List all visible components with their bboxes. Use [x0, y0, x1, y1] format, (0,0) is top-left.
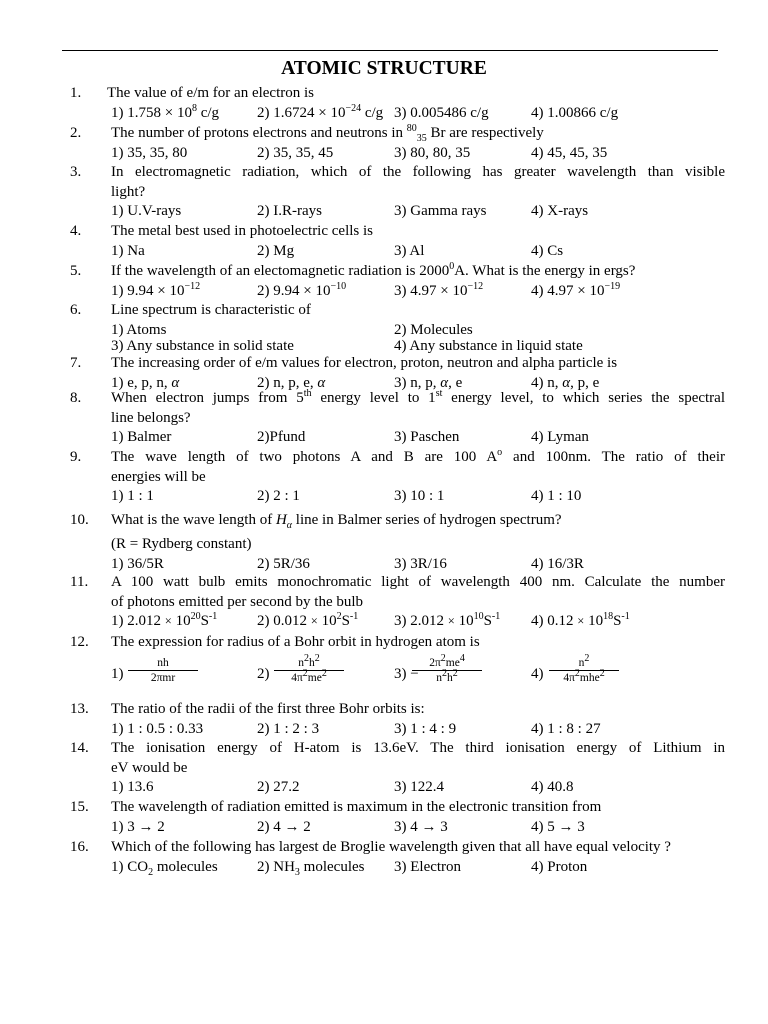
option-1: 1) Na	[111, 242, 145, 259]
option-4: 4) 1.00866 c/g	[531, 104, 619, 121]
question-text: energies will be	[111, 468, 206, 485]
option-3: 3) $2.012 \times 10^{10}S^{-1}$	[394, 611, 501, 629]
option-1: 1) $1.758 \times 10^8$ c/g	[111, 102, 220, 121]
option-2-label: 2)	[257, 665, 270, 682]
option-3: 3) 10 : 1	[394, 488, 445, 504]
question-number: 13.	[70, 701, 89, 717]
option-1: 1) $9.94 \times 10^{-12}$	[111, 280, 201, 299]
question-text: The ionisation energy of H-atom is 13.6eV. The third ionisation energy of Lithium in	[111, 740, 725, 756]
fraction-denominator: $4\pi^2mhe^2$	[563, 667, 605, 684]
question-text: of photons emitted per second by the bulb	[111, 593, 364, 610]
option-3: 3) Electron	[394, 858, 462, 875]
fraction-denominator: $4\pi^2me^2$	[291, 667, 327, 684]
option-4-label: 4)	[531, 665, 544, 682]
option-1: 1) 1 : 0.5 : 0.33	[111, 720, 204, 737]
question-number: 9.	[70, 449, 82, 465]
option-3: 3) Paschen	[394, 429, 460, 445]
option-4: 4) 5 → 3	[531, 818, 585, 835]
question-text: Line spectrum is characteristic of	[111, 302, 311, 318]
option-2: 2) $NH_3$ molecules	[257, 858, 365, 878]
option-1: 1) $CO_2$ molecules	[111, 858, 218, 878]
option-4: 4) 1 : 8 : 27	[531, 720, 601, 737]
option-2: 2) 35, 35, 45	[257, 144, 334, 161]
option-3: 3) Any substance in solid state	[111, 337, 294, 354]
question-number: 15.	[70, 799, 89, 815]
option-1: 1) $2.012 \times 10^{20}S^{-1}$	[111, 611, 218, 629]
option-1: 1) e, p, n, α	[111, 374, 180, 391]
question-text: The wavelength of radiation emitted is maximum in the electronic transition from	[111, 799, 602, 815]
option-4: 4) 16/3R	[531, 555, 584, 572]
option-4: 4) Any substance in liquid state	[394, 337, 583, 354]
option-2: 2) Mg	[257, 242, 295, 259]
option-2: 2) 5R/36	[257, 555, 310, 572]
option-2: 2) $9.94 \times 10^{-10}$	[257, 280, 347, 299]
question-text: light?	[111, 183, 146, 200]
option-1: 1) 1 : 1	[111, 488, 154, 504]
option-3: 3) 0.005486 c/g	[394, 104, 489, 121]
question-text: eV would be	[111, 759, 188, 776]
option-3: 3) 4 → 3	[394, 818, 448, 835]
option-2-fraction	[274, 652, 344, 685]
question-number: 2.	[70, 125, 82, 141]
question-text: (R = Rydberg constant)	[111, 536, 252, 552]
question-number: 4.	[70, 223, 82, 239]
option-2: 2) Molecules	[394, 321, 473, 338]
question-text: The value of e/m for an electron is	[107, 85, 314, 101]
option-2: 2) 1 : 2 : 3	[257, 720, 320, 737]
option-1: 1) Atoms	[111, 321, 167, 338]
option-1: 1) 36/5R	[111, 555, 164, 572]
option-4: 4) X-rays	[531, 203, 589, 219]
option-2: 2) 27.2	[257, 779, 300, 795]
question-text: The metal best used in photoelectric cells is	[111, 223, 374, 239]
option-4-fraction	[549, 652, 619, 685]
option-4: 4) Proton	[531, 858, 588, 875]
question-text: The wave length of two photons A and B are 100 $A^o$ and 100nm. The ratio of their	[111, 447, 725, 465]
question-text: What is the wave length of $H_\alpha$ line in Balmer series of hydrogen spectrum?	[111, 512, 562, 531]
question-text: Which of the following has largest de Broglie wavelength given that all have equal velocity ?	[111, 839, 671, 855]
option-3: 3) $4.97 \times 10^{-12}$	[394, 280, 484, 299]
option-4: 4) $4.97 \times 10^{-19}$	[531, 280, 621, 299]
fraction-numerator: nh	[128, 656, 198, 671]
option-1: 1) 13.6	[111, 779, 154, 795]
option-4: 4) Cs	[531, 242, 564, 259]
question-number: 14.	[70, 740, 89, 756]
top-rule	[62, 50, 718, 51]
option-2: 2)Pfund	[257, 429, 306, 445]
option-4: 4) $0.12 \times 10^{18}S^{-1}$	[531, 611, 630, 629]
option-1: 1) U.V-rays	[111, 203, 182, 219]
option-4: 4) 1 : 10	[531, 488, 582, 504]
question-text: The number of protons electrons and neutrons in $^{80}_{35}$ Br are respectively	[111, 123, 544, 144]
option-4: 4) 40.8	[531, 779, 574, 795]
option-3-fraction	[412, 652, 482, 685]
question-number: 8.	[70, 390, 82, 406]
question-text: The ratio of the radii of the first three Bohr orbits is:	[111, 701, 425, 717]
option-2: 2) I.R-rays	[257, 203, 322, 219]
question-number: 10.	[70, 512, 89, 528]
question-text: line belongs?	[111, 409, 191, 426]
option-3: 3) 3R/16	[394, 555, 447, 572]
fraction-numerator: $n^2$	[549, 656, 619, 671]
question-text: When electron jumps from 5th energy level to 1st energy level, to which series the spectral	[111, 388, 726, 406]
option-1: 1) 35, 35, 80	[111, 144, 188, 161]
option-2: 2) 4 → 2	[257, 818, 311, 835]
question-text: The expression for radius of a Bohr orbit in hydrogen atom is	[111, 634, 480, 650]
option-2: 2) $0.012 \times 10^2S^{-1}$	[257, 611, 359, 629]
option-3: 3) 122.4	[394, 779, 444, 795]
option-3: 3) Al	[394, 242, 425, 259]
question-number: 5.	[70, 263, 82, 279]
option-3: 3) 1 : 4 : 9	[394, 720, 457, 737]
question-text: If the wavelength of an electomagnetic radiation is 2000$^0$A. What is the energy in ergs?	[111, 261, 636, 279]
question-text: A 100 watt bulb emits monochromatic light of wavelength 400 nm. Calculate the number	[111, 574, 725, 590]
option-4: 4) 45, 45, 35	[531, 144, 608, 161]
question-number: 7.	[70, 355, 82, 371]
fraction-denominator: $n^2h^2$	[436, 667, 458, 684]
question-number: 12.	[70, 634, 89, 650]
option-3: 3) n, p, α, e	[394, 374, 463, 391]
option-4: 4) Lyman	[531, 429, 589, 445]
option-1: 1) 3 → 2	[111, 818, 165, 835]
option-4: 4) n, α, p, e	[531, 374, 600, 391]
question-number: 1.	[70, 85, 82, 101]
question-number: 16.	[70, 839, 89, 855]
option-3-label: 3) −	[394, 665, 419, 682]
option-1-label: 1)	[111, 665, 124, 682]
question-text: The increasing order of e/m values for electron, proton, neutron and alpha particle is	[111, 355, 618, 371]
question-number: 3.	[70, 164, 82, 180]
option-3: 3) Gamma rays	[394, 203, 487, 219]
option-1: 1) Balmer	[111, 429, 172, 445]
fraction-numerator: $2\pi^2me^4$	[412, 656, 482, 671]
option-2: 2) $1.6724 \times 10^{-24}$ c/g	[257, 102, 384, 121]
option-2: 2) n, p, e, α	[257, 374, 326, 391]
fraction-denominator: 2πmr	[150, 671, 176, 684]
question-text: In electromagnetic radiation, which of the following has greater wavelength than visible	[111, 164, 725, 180]
option-2: 2) 2 : 1	[257, 488, 300, 504]
fraction-numerator: $n^2h^2$	[274, 656, 344, 671]
option-1-fraction	[128, 656, 198, 685]
option-3: 3) 80, 80, 35	[394, 144, 471, 161]
question-number: 11.	[70, 574, 89, 590]
page-title: ATOMIC STRUCTURE	[281, 58, 487, 79]
question-number: 6.	[70, 302, 82, 318]
